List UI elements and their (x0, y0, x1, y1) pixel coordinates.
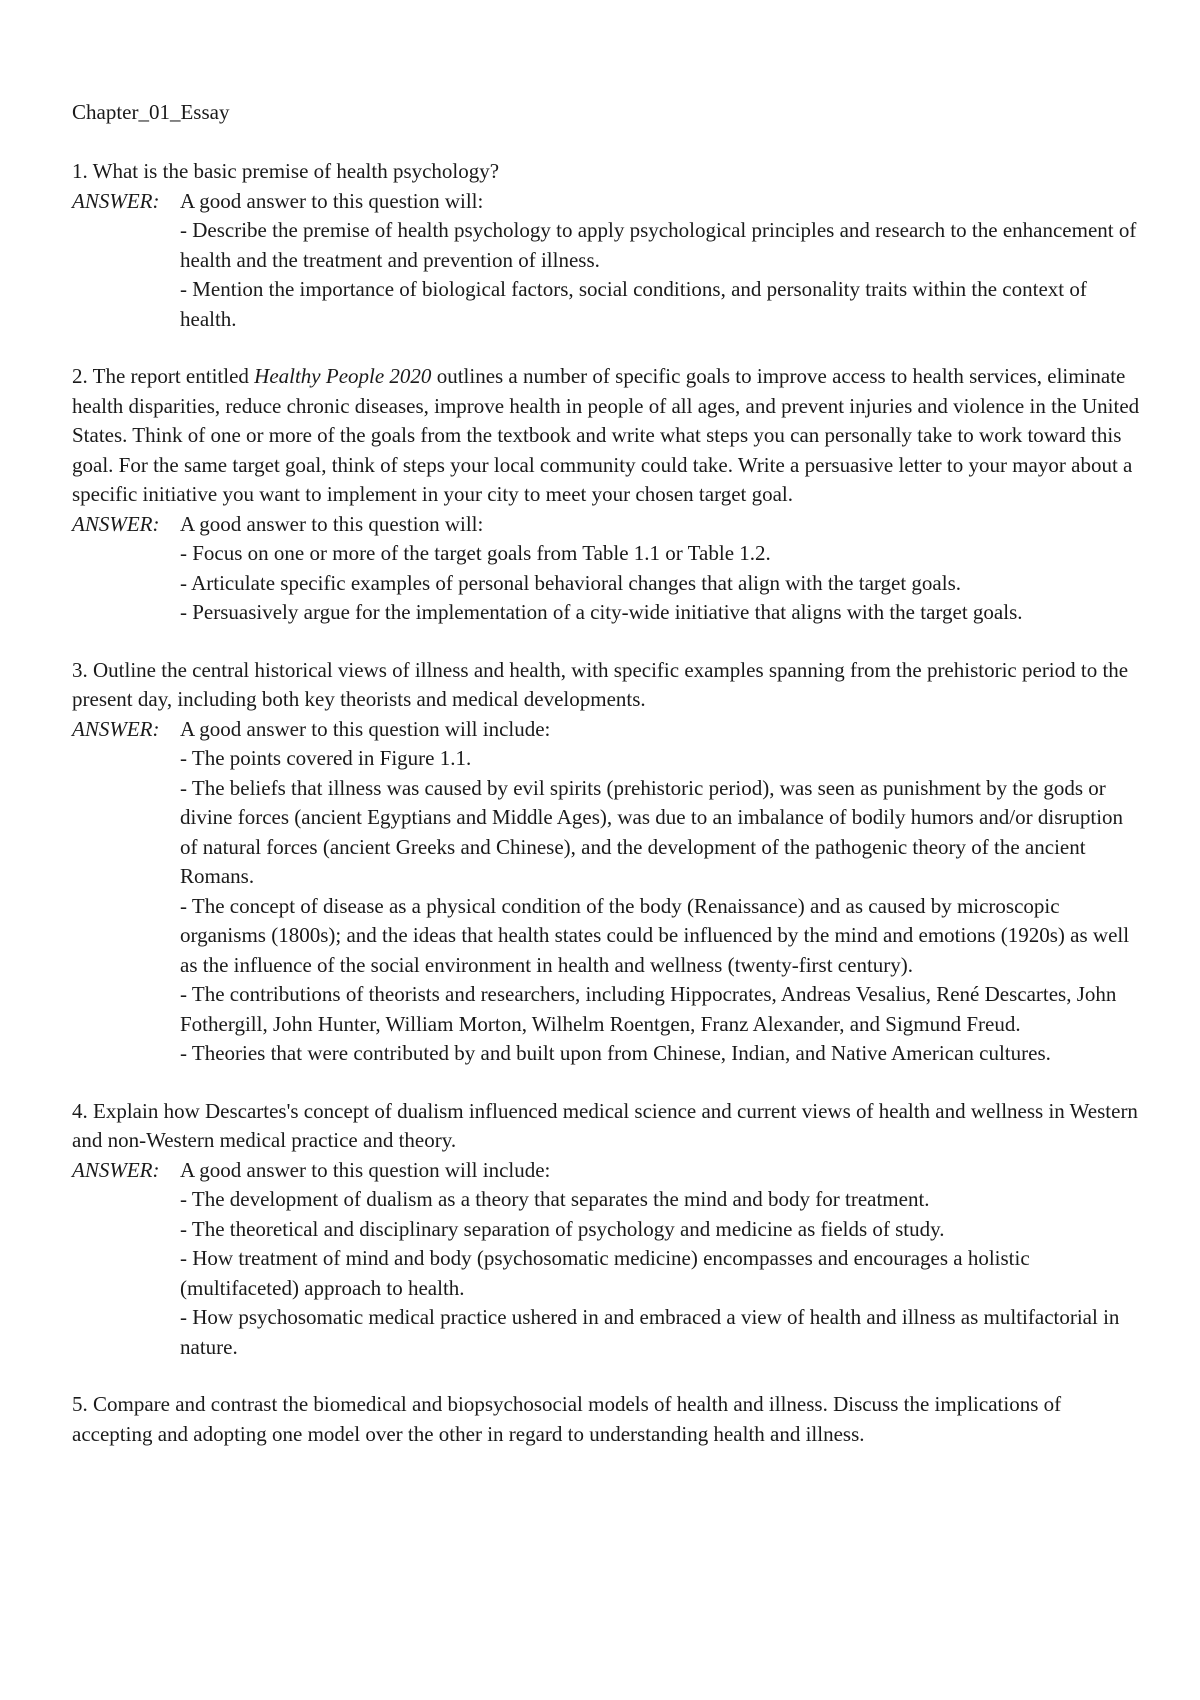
answer-bullet: - How treatment of mind and body (psychosomatic medicine) encompasses and encourages a holistic (multifaceted) approach to health. (180, 1246, 1030, 1300)
answer-bullet-list (72, 216, 1142, 334)
question-text-part: What is the basic premise of health psychology? (92, 159, 500, 183)
question-text-part: outlines a number of specific goals to improve access to health services, eliminate health disparities, reduce chronic diseases, improve health in people of all ages, and prevent injuries and violence in the United States. Think of one or more of the goals from the textbook and write what steps you can personally take to work toward this goal. For the same target goal, think of steps your local community could take. Write a persuasive letter to your mayor about a specific initiative you want to implement in your city to meet your chosen target goal. (72, 364, 1140, 506)
answer-bullet: - Persuasively argue for the implementation of a city-wide initiative that aligns with the target goals. (180, 600, 1023, 624)
answer-intro: A good answer to this question will include: (180, 716, 551, 741)
answer-bullet: - The development of dualism as a theory that separates the mind and body for treatment. (180, 1187, 930, 1211)
answer-bullet-list (72, 1185, 1142, 1362)
answer-bullet: - The theoretical and disciplinary separation of psychology and medicine as fields of study. (180, 1216, 945, 1241)
answer-label: ANSWER: (72, 716, 160, 741)
answer-intro: A good answer to this question will include: (180, 1157, 551, 1182)
answer-bullet: - Mention the importance of biological factors, social conditions, and personality traits within the context of health. (180, 277, 1087, 331)
answer-bullet: - Theories that were contributed by and built upon from Chinese, Indian, and Native American cultures. (180, 1041, 1051, 1065)
question-text (72, 656, 1142, 715)
answer-bullet: - The concept of disease as a physical condition of the body (Renaissance) and as caused by microscopic organisms (1800s); and the ideas that health states could be influenced by the mind and emotions (1920s) as well as the influence of the social environment in health and wellness (twenty-first century). (180, 893, 1130, 977)
question-text (72, 1390, 1142, 1449)
question-block (72, 362, 1142, 628)
question-block (72, 656, 1142, 1069)
question-number: 5. (72, 1392, 88, 1416)
answer-intro: A good answer to this question will: (180, 188, 484, 213)
answer-line (72, 715, 1142, 745)
answer-bullet: - The contributions of theorists and researchers, including Hippocrates, Andreas Vesalius, René Descartes, John Fothergill, John Hunter, William Morton, Wilhelm Roentgen, Franz Alexander, and Sigmund Freud. (180, 982, 1117, 1036)
question-text-part: Outline the central historical views of illness and health, with specific examples spanning from the prehistoric period to the present day, including both key theorists and medical developments. (72, 657, 1129, 711)
answer-bullet: - Articulate specific examples of personal behavioral changes that align with the target goals. (180, 570, 962, 595)
question-number: 1. (72, 159, 88, 183)
document-title: Chapter_01_Essay (72, 100, 230, 124)
question-text (72, 157, 1142, 187)
answer-line (72, 1156, 1142, 1186)
answer-intro: A good answer to this question will: (180, 511, 484, 536)
answer-bullet: - Focus on one or more of the target goals from Table 1.1 or Table 1.2. (180, 541, 771, 565)
answer-bullet: - The points covered in Figure 1.1. (180, 746, 472, 770)
answer-bullet: - The beliefs that illness was caused by evil spirits (prehistoric period), was seen as punishment by the gods or divine forces (ancient Egyptians and Middle Ages), was due to an imbalance of bodily humors and/or disruption of natural forces (ancient Greeks and Chinese), and the development of the pathogenic theory of the ancient Romans. (180, 775, 1124, 888)
question-number: 4. (72, 1098, 88, 1123)
answer-bullet-list (72, 539, 1142, 628)
answer-label: ANSWER: (72, 188, 160, 213)
question-block (72, 1097, 1142, 1363)
answer-label: ANSWER: (72, 511, 160, 536)
question-block (72, 1390, 1142, 1449)
question-list (72, 157, 1142, 1477)
answer-bullet-list (72, 744, 1142, 1069)
answer-line (72, 510, 1142, 540)
answer-line (72, 187, 1142, 217)
question-number: 2. (72, 364, 88, 388)
answer-label: ANSWER: (72, 1157, 160, 1182)
answer-bullet: - Describe the premise of health psychology to apply psychological principles and research to the enhancement of health and the treatment and prevention of illness. (180, 218, 1137, 272)
question-text-part: Explain how Descartes's concept of dualism influenced medical science and current views of health and wellness in Western and non-Western medical practice and theory. (72, 1098, 1138, 1152)
question-text-part: Compare and contrast the biomedical and biopsychosocial models of health and illness. Discuss the implications of accepting and adopting one model over the other in regard to understanding health and illness. (72, 1392, 1062, 1446)
report-title: Healthy People 2020 (254, 364, 432, 388)
question-text-part: The report entitled (92, 364, 255, 388)
answer-bullet: - How psychosomatic medical practice ushered in and embraced a view of health and illness as multifactorial in nature. (180, 1305, 1120, 1359)
question-text (72, 1097, 1142, 1156)
question-block (72, 157, 1142, 334)
question-text (72, 362, 1142, 510)
question-number: 3. (72, 657, 88, 682)
